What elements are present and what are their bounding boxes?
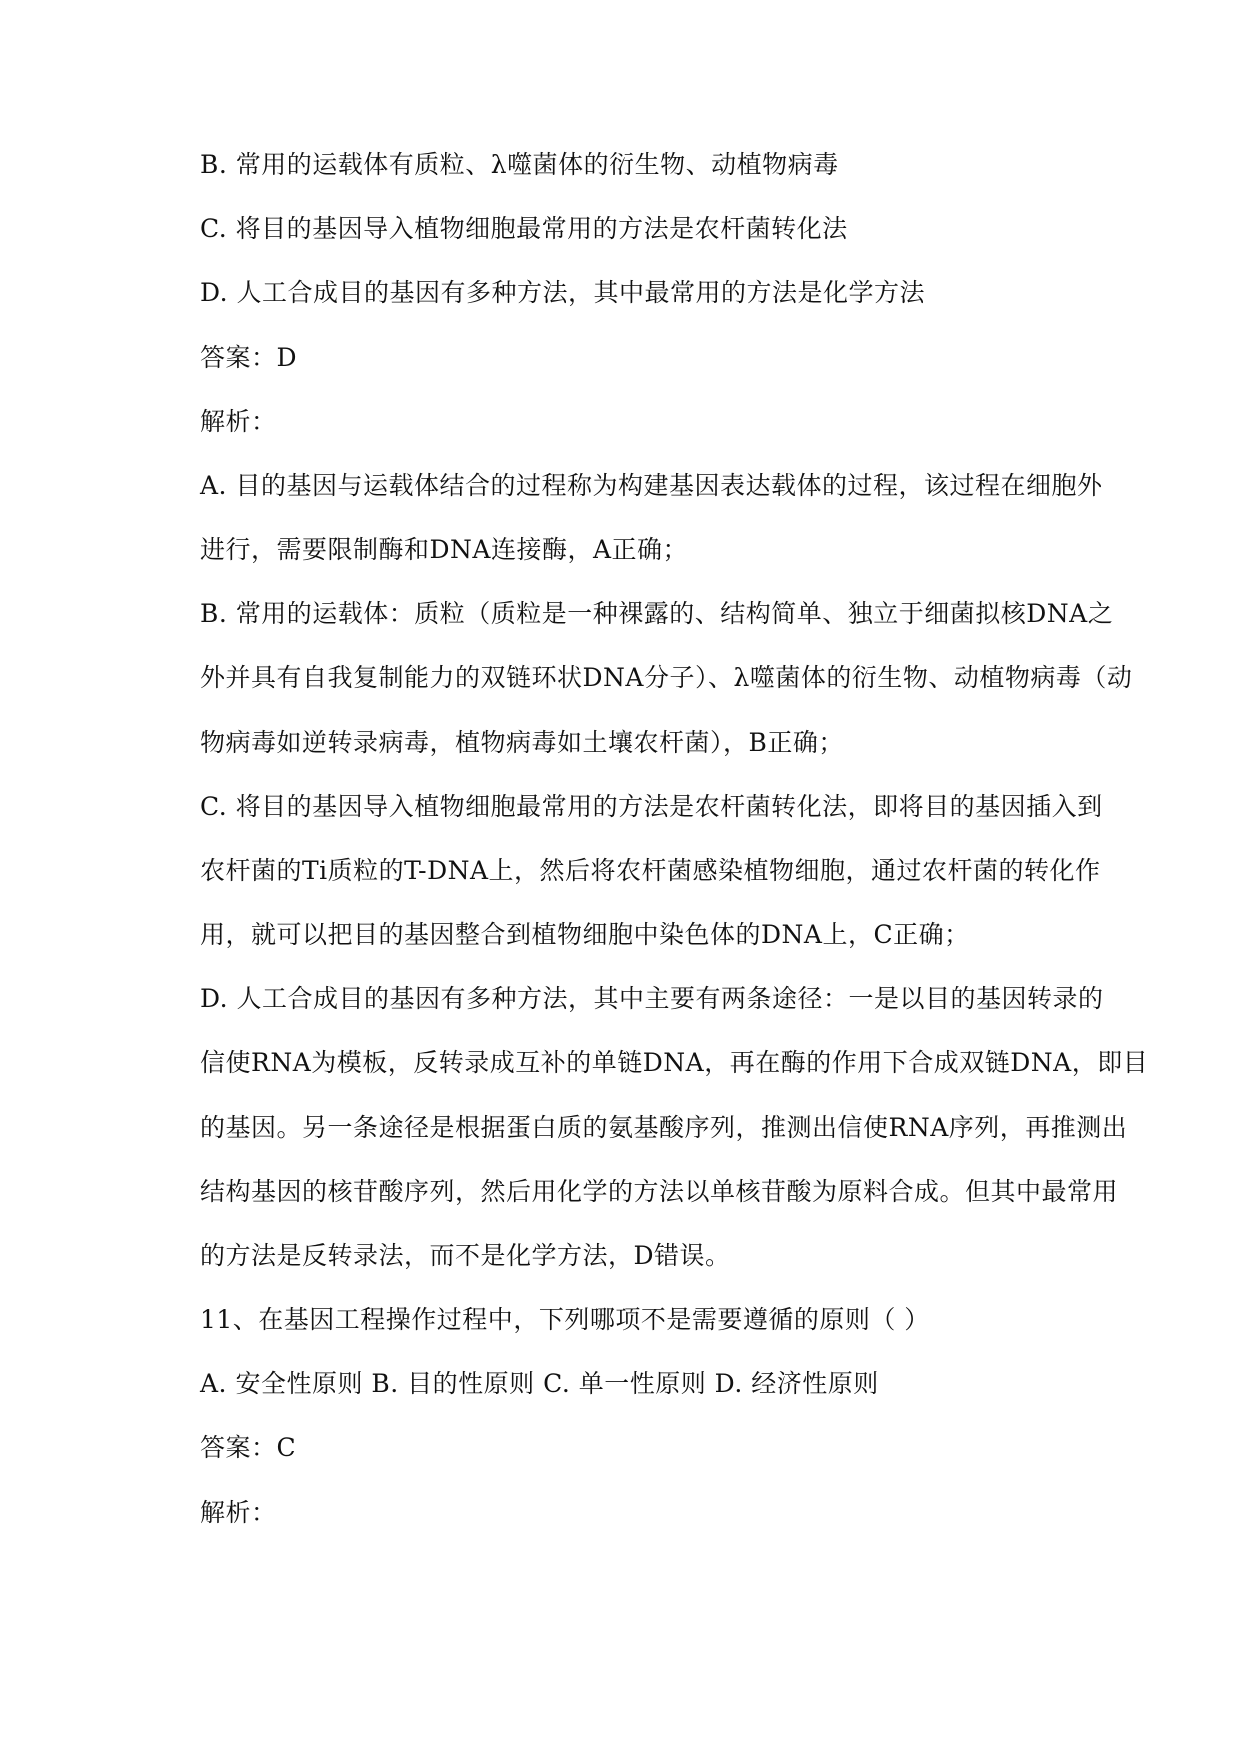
analysis-paragraph-line: 的方法是反转录法，而不是化学方法，D错误。 <box>200 1241 731 1270</box>
analysis-paragraph-line: A. 目的基因与运载体结合的过程称为构建基因表达载体的过程，该过程在细胞外 <box>200 471 1103 500</box>
analysis-paragraph-line: 的基因。另一条途径是根据蛋白质的氨基酸序列，推测出信使RNA序列，再推测出 <box>200 1113 1128 1142</box>
question-11: 11、在基因工程操作过程中，下列哪项不是需要遵循的原则（ ） <box>200 1305 930 1334</box>
option-b-line: B. 常用的运载体有质粒、λ噬菌体的衍生物、动植物病毒 <box>200 150 839 179</box>
analysis-paragraph-line: D. 人工合成目的基因有多种方法，其中主要有两条途径：一是以目的基因转录的 <box>200 984 1104 1013</box>
question-11-options: A. 安全性原则 B. 目的性原则 C. 单一性原则 D. 经济性原则 <box>200 1369 879 1398</box>
option-c-line: C. 将目的基因导入植物细胞最常用的方法是农杆菌转化法 <box>200 214 848 243</box>
answer-line: 答案：C <box>200 1433 297 1462</box>
analysis-heading: 解析： <box>200 1498 277 1527</box>
analysis-paragraph-line: C. 将目的基因导入植物细胞最常用的方法是农杆菌转化法，即将目的基因插入到 <box>200 792 1103 821</box>
analysis-paragraph-line: 农杆菌的Ti质粒的T-DNA上，然后将农杆菌感染植物细胞，通过农杆菌的转化作 <box>200 856 1101 885</box>
analysis-paragraph-line: B. 常用的运载体：质粒（质粒是一种裸露的、结构简单、独立于细菌拟核DNA之 <box>200 599 1114 628</box>
analysis-paragraph-line: 信使RNA为模板，反转录成互补的单链DNA，再在酶的作用下合成双链DNA，即目 <box>200 1048 1149 1077</box>
analysis-paragraph-line: 用，就可以把目的基因整合到植物细胞中染色体的DNA上，C正确； <box>200 920 970 949</box>
answer-line: 答案：D <box>200 343 298 372</box>
analysis-paragraph-line: 物病毒如逆转录病毒，植物病毒如土壤农杆菌），B正确； <box>200 728 844 757</box>
analysis-paragraph-line: 结构基因的核苷酸序列，然后用化学的方法以单核苷酸为原料合成。但其中最常用 <box>200 1177 1119 1206</box>
analysis-heading: 解析： <box>200 407 277 436</box>
analysis-paragraph-line: 外并具有自我复制能力的双链环状DNA分子）、λ噬菌体的衍生物、动植物病毒（动 <box>200 663 1133 692</box>
analysis-paragraph-line: 进行，需要限制酶和DNA连接酶，A正确； <box>200 535 689 564</box>
option-d-line: D. 人工合成目的基因有多种方法，其中最常用的方法是化学方法 <box>200 278 926 307</box>
